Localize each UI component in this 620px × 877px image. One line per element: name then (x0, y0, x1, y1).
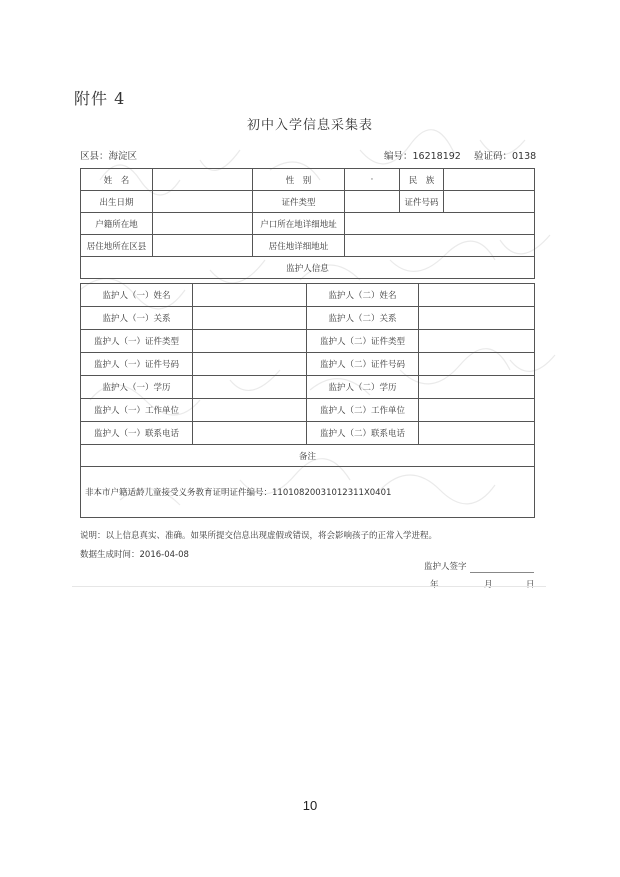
guardian2-value[interactable] (419, 376, 535, 399)
guardian2-value[interactable] (419, 284, 535, 307)
guardian1-value[interactable] (193, 376, 307, 399)
table-row (81, 445, 535, 467)
guardian1-value[interactable] (193, 284, 307, 307)
table-row (81, 284, 535, 307)
table-row (81, 169, 535, 191)
table-row (81, 257, 535, 279)
guardian2-label: 监护人（二）姓名 (307, 284, 419, 307)
form-title: 初中入学信息采集表 (246, 118, 373, 133)
guardian2-value[interactable] (419, 353, 535, 376)
guardian-info-header: 监护人信息 (81, 257, 535, 279)
certificate-number: 非本市户籍适龄儿童接受义务教育证明证件编号：11010820031012311X0401 (81, 467, 535, 518)
guardian1-label: 监护人（一）证件号码 (81, 353, 193, 376)
guardian1-label: 监护人（一）学历 (81, 376, 193, 399)
date-year: 年 (430, 580, 439, 590)
hukou-value[interactable] (153, 213, 253, 235)
residence-district-label: 居住地所在区县 (81, 235, 153, 257)
guardian2-label: 监护人（二）关系 (307, 307, 419, 330)
guardian2-value[interactable] (419, 422, 535, 445)
guardian1-label: 监护人（一）联系电话 (81, 422, 193, 445)
info-form-table (80, 168, 535, 279)
footer-divider (72, 586, 546, 587)
table-row (81, 422, 535, 445)
table-row (81, 376, 535, 399)
date-month: 月 (484, 580, 493, 590)
guardian2-label: 监护人（二）证件类型 (307, 330, 419, 353)
birth-date-value[interactable] (153, 191, 253, 213)
id-type-value[interactable] (345, 191, 400, 213)
table-row (81, 330, 535, 353)
guardian1-label: 监护人（一）姓名 (81, 284, 193, 307)
guardian1-label: 监护人（一）证件类型 (81, 330, 193, 353)
table-row (81, 307, 535, 330)
guardian1-value[interactable] (193, 399, 307, 422)
ethnicity-label: 民 族 (400, 169, 444, 191)
table-row (81, 353, 535, 376)
attachment-label: 附件 4 (74, 89, 126, 108)
page-number: 10 (302, 798, 318, 813)
guardian1-label: 监护人（一）关系 (81, 307, 193, 330)
birth-date-label: 出生日期 (81, 191, 153, 213)
explanation-text: 说明：以上信息真实、准确。如果所提交信息出现虚假或错误，将会影响孩子的正常入学进程。 (80, 531, 438, 541)
hukou-address-label: 户口所在地详细地址 (253, 213, 345, 235)
name-value[interactable] (153, 169, 253, 191)
guardian2-label: 监护人（二）证件号码 (307, 353, 419, 376)
district-label: 区县：海淀区 (80, 151, 138, 162)
guardian1-value[interactable] (193, 307, 307, 330)
generated-time: 数据生成时间：2016-04-08 (80, 550, 189, 560)
guardian1-value[interactable] (193, 353, 307, 376)
gender-label: 性 别 (253, 169, 345, 191)
verification-code: 验证码：0138 (474, 151, 537, 162)
guardian1-value[interactable] (193, 330, 307, 353)
residence-address-label: 居住地详细地址 (253, 235, 345, 257)
ethnicity-value[interactable] (444, 169, 535, 191)
gender-value[interactable]: · (345, 169, 400, 191)
table-row (81, 191, 535, 213)
table-row (81, 235, 535, 257)
guardian2-label: 监护人（二）学历 (307, 376, 419, 399)
hukou-label: 户籍所在地 (81, 213, 153, 235)
guardian2-label: 监护人（二）联系电话 (307, 422, 419, 445)
residence-district-value[interactable] (153, 235, 253, 257)
serial-number: 编号：16218192 (384, 151, 461, 162)
hukou-address-value[interactable] (345, 213, 535, 235)
guardian1-label: 监护人（一）工作单位 (81, 399, 193, 422)
table-row (81, 399, 535, 422)
guardian2-value[interactable] (419, 330, 535, 353)
table-row (81, 467, 535, 518)
signature-label: 监护人签字 (424, 562, 467, 572)
date-day: 日 (526, 580, 535, 590)
guardian2-value[interactable] (419, 307, 535, 330)
id-type-label: 证件类型 (253, 191, 345, 213)
id-number-label: 证件号码 (400, 191, 444, 213)
guardian-table (80, 283, 535, 518)
residence-address-value[interactable] (345, 235, 535, 257)
signature-line[interactable] (470, 572, 534, 573)
table-row (81, 213, 535, 235)
name-label: 姓 名 (81, 169, 153, 191)
guardian2-label: 监护人（二）工作单位 (307, 399, 419, 422)
guardian2-value[interactable] (419, 399, 535, 422)
remarks-header: 备注 (81, 445, 535, 467)
id-number-value[interactable] (444, 191, 535, 213)
guardian1-value[interactable] (193, 422, 307, 445)
